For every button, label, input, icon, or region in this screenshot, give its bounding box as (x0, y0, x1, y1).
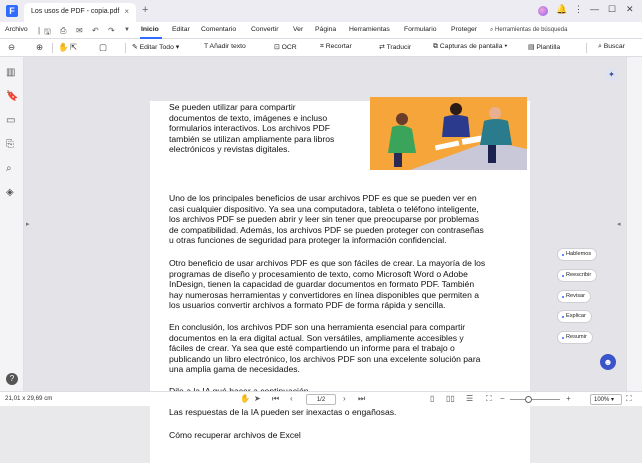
quick-access-dropdown-icon[interactable]: ▼ (124, 27, 130, 33)
text-line: una amplia gama de necesidades. (169, 364, 300, 375)
text-line: Se pueden utilizar para compartir (169, 102, 296, 112)
zoom-out-status-icon[interactable]: − (500, 394, 505, 403)
crop-icon: ⌗ (320, 43, 324, 50)
bell-icon[interactable]: 🔔 (556, 4, 568, 14)
text-line: casi cualquier dispositivo. Ya sea una computadora, tableta o teléfono inteligente, (169, 203, 479, 214)
attachment-icon[interactable]: ⎘ (6, 139, 14, 150)
collapse-left-icon[interactable]: ▸ (26, 221, 30, 228)
menu-pagina[interactable]: Página (315, 26, 337, 33)
zoom-slider-handle[interactable] (525, 396, 532, 403)
ai-assistant-icon[interactable]: ✦ (605, 68, 618, 81)
zoom-in-status-icon[interactable]: + (566, 394, 571, 403)
divider (52, 43, 53, 53)
add-text-label: Añadir texto (209, 43, 246, 50)
redo-icon[interactable]: ↷ (108, 26, 115, 35)
window-close-icon[interactable]: ✕ (626, 4, 634, 14)
edit-all-label: Editar Todo (139, 44, 174, 51)
search-tools-link[interactable] (490, 27, 567, 34)
share-icon[interactable]: ✉ (76, 26, 83, 35)
menu-convertir[interactable]: Convertir (251, 26, 279, 33)
divider (125, 43, 126, 53)
maximize-icon[interactable]: ☐ (608, 4, 617, 14)
scroll-view-icon[interactable]: ☰ (466, 394, 474, 403)
text-line: programas de diseño y procesamiento de texto, como Microsoft Word o Adobe (169, 268, 468, 279)
paragraph-3 (169, 322, 519, 375)
layers-icon[interactable]: ◈ (6, 187, 14, 198)
add-text-icon: T (204, 43, 209, 50)
next-page-icon[interactable]: › (343, 394, 346, 403)
ai-warning-line: Las respuestas de la IA pueden ser inexactas o engañosas. (169, 407, 397, 417)
avatar[interactable] (538, 6, 548, 16)
template-button[interactable] (528, 43, 560, 51)
zoom-level-value: 100% (594, 397, 610, 403)
prev-page-icon[interactable]: ‹ (290, 394, 293, 403)
separator-icon: | (38, 26, 41, 35)
ai-chip-explicar[interactable]: Explicar (557, 310, 592, 323)
search-button[interactable] (598, 43, 625, 51)
crop-label: Recortar (325, 43, 352, 50)
text-line: publicando un libro electrónico, los archivos PDF son una excelente solución para (169, 353, 481, 364)
pdf-page[interactable] (150, 101, 530, 463)
fit-page-icon[interactable]: ⛶ (486, 394, 492, 403)
text-line: de compatibilidad. Además, los archivos PDF se pueden proteger con contraseñas (169, 224, 484, 235)
template-icon: ▤ (528, 44, 535, 51)
menu-inicio[interactable]: Inicio (141, 26, 159, 33)
text-line: documentos de texto, imágenes e incluso (169, 112, 328, 123)
bookmark-icon[interactable]: 🔖 (6, 91, 19, 102)
status-bar (0, 391, 642, 406)
hand-icon[interactable]: ✋ (58, 42, 69, 52)
edit-all-button[interactable]: ✎ Editar Todo ▾ (132, 44, 180, 51)
search-icon: ⌕ (598, 43, 602, 50)
fullscreen-icon[interactable]: ⛶ (626, 394, 632, 403)
save-icon[interactable]: 🖫 (44, 27, 51, 36)
text-line: En conclusión, los archivos PDF son una herramienta esencial para compartir (169, 322, 466, 332)
page-number-input[interactable]: 1/2 (306, 394, 336, 405)
text-line: los archivos PDF se pueden abrir y leer sin tener que preocuparse por problemas (169, 214, 480, 225)
ocr-label: OCR (281, 44, 297, 51)
screenshot-button[interactable]: ⧉ Capturas de pantalla ▾ (433, 43, 508, 50)
ocr-button[interactable] (274, 43, 297, 51)
select-icon[interactable]: ⇱ (70, 42, 78, 52)
menu-bar (0, 22, 642, 39)
text-line: Otro beneficio de usar archivos PDF es que son fáciles de crear. La mayoría de los (169, 258, 486, 268)
ai-bot-icon[interactable]: ☻ (600, 354, 616, 370)
new-tab-icon[interactable]: + (142, 4, 149, 16)
ai-chip-reescribir[interactable]: Reescribir (557, 269, 597, 282)
last-page-icon[interactable]: ⏭ (358, 394, 366, 403)
two-page-view-icon[interactable]: ▯▯ (446, 394, 455, 403)
first-page-icon[interactable]: ⏮ (272, 394, 280, 403)
hand-tool-icon[interactable]: ✋ (240, 394, 250, 403)
zoom-level-select[interactable]: 100% ▾ (590, 394, 622, 405)
next-title-line: Cómo recuperar archivos de Excel (169, 430, 301, 440)
illustration-svg (370, 97, 527, 170)
rectangle-icon[interactable]: ▢ (99, 42, 108, 52)
zoom-out-icon[interactable]: ⊖ (8, 42, 16, 52)
menu-archivo[interactable]: Archivo (5, 26, 28, 33)
search-tools-icon: ⌕ (490, 27, 494, 33)
screenshot-icon: ⧉ (433, 43, 438, 50)
translate-label: Traducir (386, 44, 412, 51)
people-illustration (370, 97, 527, 170)
text-line: Uno de los principales beneficios de usar archivos PDF es que se pueden ver en (169, 193, 477, 203)
paragraph-2 (169, 258, 519, 311)
menu-ver[interactable]: Ver (293, 26, 304, 33)
search-panel-icon[interactable]: ⌕ (6, 163, 12, 174)
zoom-in-icon[interactable]: ⊕ (36, 42, 44, 52)
paragraph-1 (169, 193, 519, 246)
right-sidebar (626, 57, 642, 391)
help-icon[interactable]: ? (6, 373, 18, 385)
template-label: Plantilla (536, 44, 561, 51)
edit-all-icon: ✎ (132, 44, 138, 51)
search-tools-label: Herramientas de búsqueda (495, 27, 568, 33)
document-tab-title: Los usos de PDF - copia.pdf (31, 8, 120, 15)
thumbnails-icon[interactable]: ▥ (6, 67, 16, 78)
left-sidebar (0, 57, 24, 391)
text-line: formularios interactivos. Los archivos PDF (169, 123, 330, 134)
zoom-slider[interactable] (510, 399, 560, 400)
more-vertical-icon[interactable]: ⋮ (574, 4, 583, 14)
text-line: fáciles de crear. Ya sea que esté compartiendo un informe para el trabajo o (169, 343, 455, 354)
page-size-label: 21,01 x 29,69 cm (5, 395, 53, 402)
tab-close-icon[interactable]: × (124, 7, 129, 16)
crop-button[interactable] (320, 43, 352, 51)
app-logo-icon: F (6, 5, 18, 17)
translate-icon: ⇄ (379, 44, 385, 51)
translate-button[interactable] (379, 43, 411, 51)
text-line: también se utilizan ampliamente para libros (169, 133, 335, 144)
text-line: hay numerosas herramientas y convertidores en línea disponibles que permiten a (169, 289, 480, 300)
divider (586, 43, 587, 53)
ai-chip-revisar[interactable]: Revisar (557, 290, 591, 303)
screenshot-label: Capturas de pantalla (439, 43, 503, 50)
intro-paragraph (169, 102, 379, 155)
search-label: Buscar (603, 43, 625, 50)
text-line: los usuarios convertir archivos a formato PDF de forma rápida y sencilla. (169, 300, 446, 311)
collapse-right-icon[interactable]: ◂ (617, 221, 621, 228)
text-line: electrónicos y revistas digitales. (169, 144, 290, 155)
ai-chip-hablemos[interactable]: Hablemos (557, 248, 597, 261)
single-page-view-icon[interactable]: ▯ (430, 394, 435, 403)
toolbar (0, 39, 642, 57)
text-line: InDesign, tienen la capacidad de guardar documentos en formato PDF. También (169, 279, 475, 290)
ocr-icon: ⊡ (274, 44, 280, 51)
text-line: u otras funciones de seguridad para proteger la información confidencial. (169, 235, 447, 246)
title-bar (0, 0, 642, 22)
menu-comentario[interactable]: Comentario (201, 26, 237, 33)
undo-icon[interactable]: ↶ (92, 26, 99, 35)
print-icon[interactable]: ⎙ (60, 26, 67, 35)
document-tab[interactable] (24, 3, 136, 22)
menu-proteger[interactable]: Proteger (451, 26, 478, 33)
menu-formulario[interactable]: Formulario (404, 26, 437, 33)
text-line: documentos en la era digital actual. Son versátiles, ampliamente accesibles y (169, 332, 464, 343)
minimize-icon[interactable]: — (590, 4, 599, 14)
pointer-icon[interactable]: ➤ (254, 394, 261, 403)
comment-icon[interactable]: ▭ (6, 115, 16, 126)
ai-chip-resumir[interactable]: Resumir (557, 331, 593, 344)
add-text-button[interactable] (204, 43, 246, 50)
menu-editar[interactable]: Editar (172, 26, 190, 33)
menu-herramientas[interactable]: Herramientas (349, 26, 390, 33)
